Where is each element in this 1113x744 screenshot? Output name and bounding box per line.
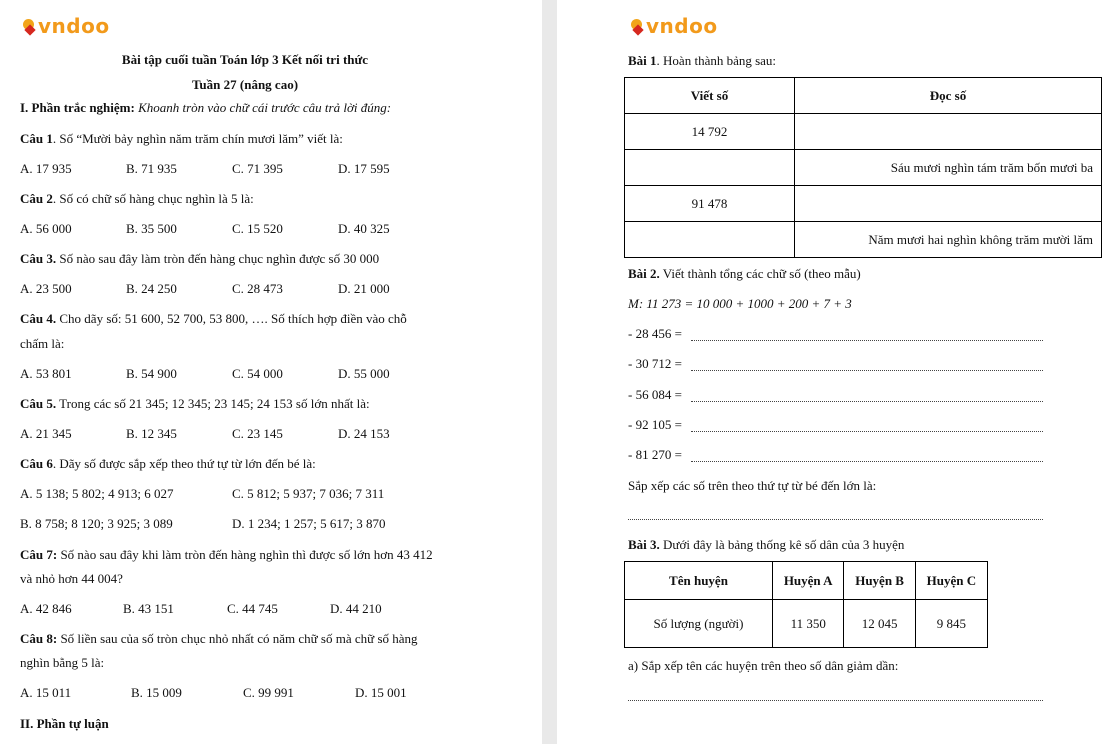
bai3-header: Huyện B [844,562,915,600]
bai1-answer-cell[interactable] [625,150,795,186]
q8-option-c[interactable]: C. 99 991 [243,685,294,700]
bai3-header: Huyện A [773,562,844,600]
q6-option-d[interactable]: D. 1 234; 1 257; 5 617; 3 870 [232,516,386,531]
q2-option-d[interactable]: D. 40 325 [338,221,390,236]
q2-option-c[interactable]: C. 15 520 [232,221,283,236]
q5-option-d[interactable]: D. 24 153 [338,426,390,441]
q1-option-b[interactable]: B. 71 935 [126,161,177,176]
bai3-part-a: a) Sắp xếp tên các huyện trên theo số dân giảm dần: [628,658,899,673]
bai1-heading: Bài 1. Hoàn thành bảng sau: [628,53,777,68]
doc-subtitle: Tuần 27 (nâng cao) [191,77,299,92]
section1-heading: I. Phần trắc nghiệm: Khoanh tròn vào chữ cái trước câu trả lời đúng: [20,100,392,115]
answer-line[interactable] [691,370,1043,371]
bai3-cell: 11 350 [773,600,844,648]
q6-option-b[interactable]: B. 8 758; 8 120; 3 925; 3 089 [20,516,173,531]
bai2-item: - 28 456 = [628,326,682,341]
bai3-cell: 9 845 [915,600,987,648]
q4-option-b[interactable]: B. 54 900 [126,366,177,381]
q2-option-a[interactable]: A. 56 000 [20,221,72,236]
logo-icon [22,17,36,35]
question-4-cont: chấm là: [20,336,65,351]
bai3-table [624,561,988,648]
question-8: Câu 8: Số liền sau của số tròn chục nhỏ nhất có năm chữ số mà chữ số hàng [20,631,418,646]
doc-title: Bài tập cuối tuần Toán lớp 3 Kết nối tri thức [121,52,369,67]
bai1-cell: 91 478 [625,186,795,222]
q7-option-d[interactable]: D. 44 210 [330,601,382,616]
bai2-item: - 92 105 = [628,417,682,432]
page-right [557,0,1113,744]
q5-option-c[interactable]: C. 23 145 [232,426,283,441]
bai3-header: Huyện C [915,562,987,600]
answer-line[interactable] [628,519,1043,520]
q1-option-a[interactable]: A. 17 935 [20,161,72,176]
q2-option-b[interactable]: B. 35 500 [126,221,177,236]
bai2-item: - 81 270 = [628,447,682,462]
bai3-cell: 12 045 [844,600,915,648]
bai3-header: Tên huyện [625,562,773,600]
q3-option-b[interactable]: B. 24 250 [126,281,177,296]
bai2-heading: Bài 2. Viết thành tổng các chữ số (theo mẫu) [628,266,861,281]
question-7: Câu 7: Số nào sau đây khi làm tròn đến hàng nghìn thì được số lớn hơn 43 412 [20,547,433,562]
bai2-item: - 30 712 = [628,356,682,371]
logo-text: vndoo [646,14,718,38]
question-8-cont: nghìn bằng 5 là: [20,655,105,670]
bai1-answer-cell[interactable] [625,222,795,258]
bai3-cell: Số lượng (người) [625,600,773,648]
bai3-heading: Bài 3. Dưới đây là bảng thống kê số dân của 3 huyện [628,537,905,552]
logo-icon [630,17,644,35]
question-3: Câu 3. Số nào sau đây làm tròn đến hàng chục nghìn được số 30 000 [20,251,380,266]
bai2-sort-prompt: Sắp xếp các số trên theo thứ tự từ bé đến lớn là: [628,478,877,493]
question-1: Câu 1. Số “Mười bảy nghìn năm trăm chín mươi lăm” viết là: [20,131,343,146]
logo-text: vndoo [38,14,110,38]
q7-option-a[interactable]: A. 42 846 [20,601,72,616]
vndoc-logo [22,14,110,38]
answer-line[interactable] [691,340,1043,341]
q8-option-a[interactable]: A. 15 011 [20,685,72,700]
bai2-example: M: 11 273 = 10 000 + 1000 + 200 + 7 + 3 [628,296,852,311]
q4-option-c[interactable]: C. 54 000 [232,366,283,381]
q7-option-b[interactable]: B. 43 151 [123,601,174,616]
bai1-answer-cell[interactable] [795,186,1102,222]
bai1-cell: 14 792 [625,114,795,150]
q7-option-c[interactable]: C. 44 745 [227,601,278,616]
bai1-table [624,77,1102,258]
answer-line[interactable] [691,431,1043,432]
answer-line[interactable] [691,461,1043,462]
question-7-cont: và nhỏ hơn 44 004? [20,571,123,586]
q3-option-c[interactable]: C. 28 473 [232,281,283,296]
q8-option-b[interactable]: B. 15 009 [131,685,182,700]
bai1-header-doc-so: Đọc số [795,78,1102,114]
vndoc-logo-2 [630,14,718,38]
q4-option-d[interactable]: D. 55 000 [338,366,390,381]
q1-option-d[interactable]: D. 17 595 [338,161,390,176]
q5-option-a[interactable]: A. 21 345 [20,426,72,441]
answer-line[interactable] [628,700,1043,701]
bai2-item: - 56 084 = [628,387,682,402]
q4-option-a[interactable]: A. 53 801 [20,366,72,381]
q3-option-d[interactable]: D. 21 000 [338,281,390,296]
q5-option-b[interactable]: B. 12 345 [126,426,177,441]
bai1-cell: Năm mươi hai nghìn không trăm mười lăm [795,222,1102,258]
bai1-header-viet-so: Viết số [625,78,795,114]
question-6: Câu 6. Dãy số được sắp xếp theo thứ tự từ lớn đến bé là: [20,456,316,471]
bai1-cell: Sáu mươi nghìn tám trăm bốn mươi ba [795,150,1102,186]
question-5: Câu 5. Trong các số 21 345; 12 345; 23 145; 24 153 số lớn nhất là: [20,396,370,411]
answer-line[interactable] [691,401,1043,402]
section2-heading: II. Phần tự luận [20,716,109,731]
page-left [0,0,542,744]
bai1-answer-cell[interactable] [795,114,1102,150]
q3-option-a[interactable]: A. 23 500 [20,281,72,296]
question-4: Câu 4. Cho dãy số: 51 600, 52 700, 53 800, …. Số thích hợp điền vào chỗ [20,311,407,326]
q1-option-c[interactable]: C. 71 395 [232,161,283,176]
q6-option-a[interactable]: A. 5 138; 5 802; 4 913; 6 027 [20,486,174,501]
question-2: Câu 2. Số có chữ số hàng chục nghìn là 5 là: [20,191,254,206]
q8-option-d[interactable]: D. 15 001 [355,685,407,700]
q6-option-c[interactable]: C. 5 812; 5 937; 7 036; 7 311 [232,486,385,501]
